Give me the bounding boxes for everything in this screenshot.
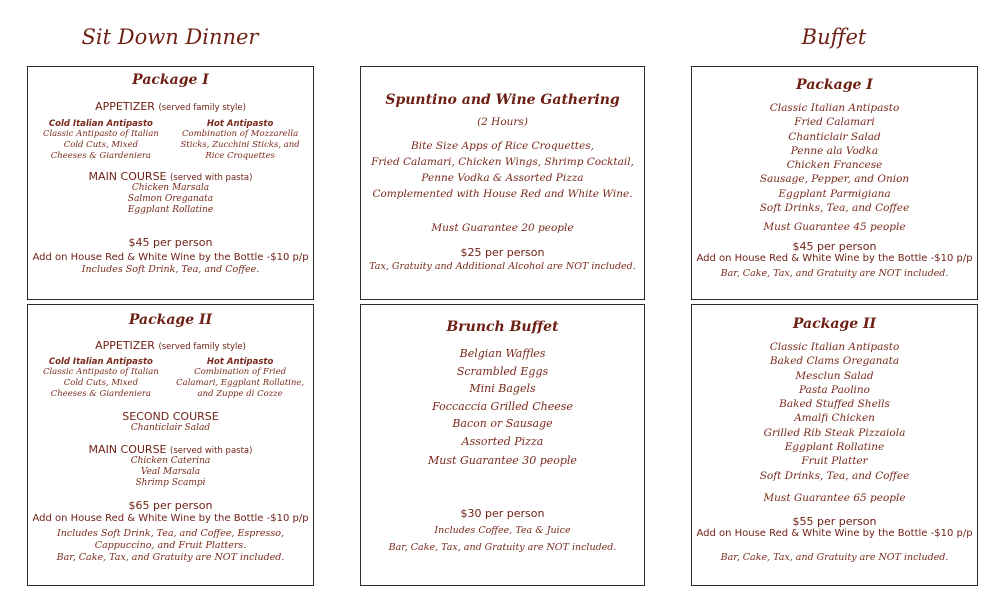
spuntino-line: Penne Vodka & Assorted Pizza [421,172,584,184]
guarantee-note: Must Guarantee 20 people [431,222,574,234]
cold-antipasto-line: Cold Cuts, Mixed [63,140,139,150]
includes-note: Includes Soft Drink, Tea, and Coffee. [81,264,260,275]
main-item: Chicken Marsala [131,183,210,193]
cold-antipasto-line: Cheeses & Giardeniera [50,389,151,399]
package-title: Package II [128,312,213,328]
guarantee-note: Must Guarantee 45 people [763,221,906,234]
main-course-heading [28,443,313,456]
wine-addon: Add on House Red & White Wine by the Bottle -$10 p/p [32,252,309,263]
hot-antipasto-line: Sticks, Zucchini Sticks, and [180,140,300,150]
hot-antipasto-column [173,357,307,400]
main-course-note: (served with pasta) [170,446,253,456]
cold-antipasto-line: Cheeses & Giardeniera [50,151,151,161]
spuntino-card [360,66,645,300]
buffet-package-1-card [691,66,978,300]
hot-antipasto-heading: Hot Antipasto [206,357,274,367]
heading-buffet: Buffet [801,25,867,49]
buffet-item: Chanticlair Salad [788,130,881,143]
buffet-item: Chicken Francese [786,159,883,172]
brunch-item: Mini Bagels [469,382,536,395]
appetizer-heading [28,100,313,113]
spuntino-line: Fried Calamari, Chicken Wings, Shrimp Cocktail, [371,156,634,168]
cold-antipasto-column [34,119,168,162]
hot-antipasto-line: Rice Croquettes [205,151,275,161]
main-course-heading [28,170,313,183]
cold-antipasto-column [34,357,168,400]
appetizer-label: APPETIZER [95,339,155,352]
buffet-item: Classic Italian Antipasto [769,102,900,114]
exclusions-note: Bar, Cake, Tax, and Gratuity are NOT included. [720,268,949,280]
main-course-label: MAIN COURSE [88,443,167,456]
sitdown-package-2-card [27,304,314,586]
buffet-item: Fried Calamari [794,116,875,129]
includes-note: Includes Coffee, Tea & Juice [434,525,571,536]
brunch-item: Scrambled Eggs [456,364,549,378]
hot-antipasto-line: and Zuppe di Cozze [197,389,283,399]
buffet-item: Grilled Rib Steak Pizzaiola [763,426,906,439]
appetizer-note: (served family style) [158,103,246,113]
price: $45 per person [792,240,877,254]
second-course-item: Chanticlair Salad [130,423,211,433]
hot-antipasto-line: Calamari, Eggplant Rollatine, [176,378,305,388]
price: $55 per person [792,514,877,528]
includes-note: Includes Soft Drink, Tea, and Coffee, Espresso, [57,528,284,539]
main-item: Shrimp Scampi [135,478,206,488]
sitdown-package-1-card [27,66,314,300]
main-item: Chicken Caterina [130,456,211,466]
buffet-package-2-card [691,304,978,586]
price: $65 per person [128,499,213,512]
buffet-item: Baked Stuffed Shells [779,398,890,411]
package-title: Package I [796,77,873,93]
spuntino-title: Spuntino and Wine Gathering [385,92,620,108]
spuntino-line: Bite Size Apps of Rice Croquettes, [411,140,594,152]
buffet-item: Classic Italian Antipasto [769,341,900,353]
cold-antipasto-heading: Cold Italian Antipasto [48,357,153,367]
buffet-item: Fruit Platter [801,455,868,468]
heading-sit-down-dinner: Sit Down Dinner [81,25,259,49]
guarantee-note: Must Guarantee 30 people [428,454,577,467]
brunch-item: Assorted Pizza [461,434,544,448]
second-course-heading: SECOND COURSE [122,410,219,423]
brunch-item: Bacon or Sausage [452,417,553,430]
exclusions-note: Tax, Gratuity and Additional Alcohol are NOT included. [369,261,636,272]
wine-addon: Add on House Red & White Wine by the Bottle -$10 p/p [32,513,309,524]
exclusions-note: Bar, Cake, Tax, and Gratuity are NOT included. [388,542,617,553]
hot-antipasto-heading: Hot Antipasto [206,119,274,129]
cold-antipasto-line: Classic Antipasto of Italian [42,367,159,377]
buffet-item: Eggplant Rollatine [784,441,885,454]
main-item: Eggplant Rollatine [127,205,214,215]
appetizer-note: (served family style) [158,342,246,352]
wine-addon: Add on House Red & White Wine by the Bottle -$10 p/p [696,527,973,539]
cold-antipasto-heading: Cold Italian Antipasto [48,119,153,129]
exclusions-note: Bar, Cake, Tax, and Gratuity are NOT included. [720,551,949,563]
main-course-label: MAIN COURSE [88,170,167,183]
hot-antipasto-column [173,119,307,162]
cold-antipasto-line: Classic Antipasto of Italian [42,129,159,139]
price: $25 per person [460,246,545,259]
package-title: Package I [132,72,209,88]
brunch-title: Brunch Buffet [446,319,559,335]
appetizer-heading [28,339,313,352]
package-title: Package II [792,316,877,332]
wine-addon: Add on House Red & White Wine by the Bottle -$10 p/p [696,253,973,265]
buffet-item: Pasta Paolino [798,383,871,396]
brunch-buffet-card [360,304,645,586]
brunch-item: Foccaccia Grilled Cheese [432,399,573,413]
hot-antipasto-line: Combination of Fried [194,367,287,377]
buffet-item: Amalfi Chicken [794,412,875,425]
includes-note: Cappuccino, and Fruit Platters. [94,540,247,551]
main-item: Salmon Oreganata [127,194,214,204]
buffet-item: Eggplant Parmigiana [778,187,891,200]
buffet-item: Penne ala Vodka [790,144,879,157]
main-course-note: (served with pasta) [170,173,253,183]
buffet-item: Sausage, Pepper, and Onion [759,173,910,186]
guarantee-note: Must Guarantee 65 people [763,491,906,504]
hot-antipasto-line: Combination of Mozzarella [182,129,299,139]
buffet-item: Baked Clams Oreganata [769,355,900,368]
buffet-item: Mesclun Salad [795,369,874,382]
price: $30 per person [460,507,545,520]
buffet-item: Soft Drinks, Tea, and Coffee [759,469,910,482]
cold-antipasto-line: Cold Cuts, Mixed [63,378,139,388]
appetizer-label: APPETIZER [95,100,155,113]
price: $45 per person [128,236,213,249]
spuntino-line: Complemented with House Red and White Wine. [372,188,633,200]
main-item: Veal Marsala [140,467,201,477]
exclusions-note: Bar, Cake, Tax, and Gratuity are NOT included. [56,552,285,563]
brunch-item: Belgian Waffles [459,347,546,360]
spuntino-duration: (2 Hours) [477,116,528,128]
buffet-item: Soft Drinks, Tea, and Coffee [759,202,910,215]
